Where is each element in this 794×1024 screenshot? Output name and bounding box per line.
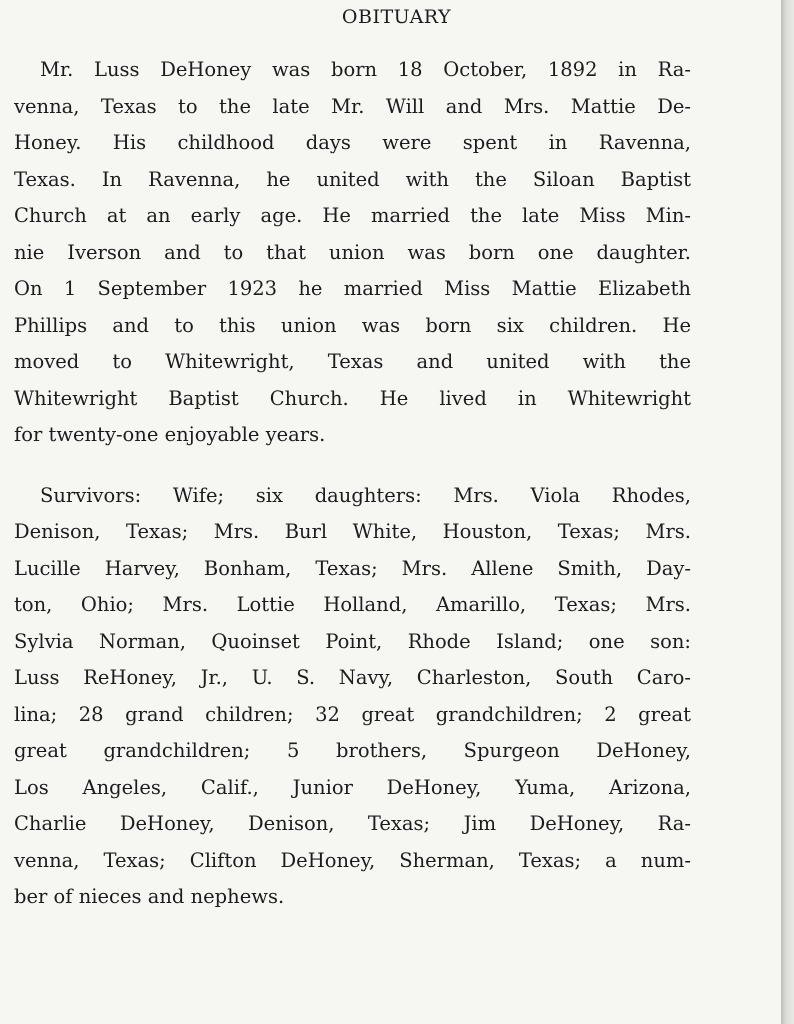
paragraph-line: On 1 September 1923 he married Miss Mattie Elizabeth bbox=[14, 277, 691, 300]
paragraph-line: Phillips and to this union was born six children. He bbox=[14, 313, 691, 337]
page-edge-shadow bbox=[781, 0, 794, 1024]
paragraph-line: lina; 28 grand children; 32 great grandchildren; 2 great bbox=[14, 702, 691, 726]
biography-paragraph bbox=[14, 52, 691, 454]
document-title: OBITUARY bbox=[341, 6, 452, 28]
paragraph-line: Sylvia Norman, Quoinset Point, Rhode Island; one son: bbox=[14, 629, 691, 653]
paragraph-gap bbox=[14, 454, 691, 478]
paragraph-line: Luss ReHoney, Jr., U. S. Navy, Charleston, South Caro- bbox=[14, 666, 691, 689]
paragraph-line: Charlie DeHoney, Denison, Texas; Jim DeHoney, Ra- bbox=[14, 812, 691, 835]
paragraph-line: moved to Whitewright, Texas and united with the bbox=[14, 350, 691, 373]
paragraph-line: ton, Ohio; Mrs. Lottie Holland, Amarillo, Texas; Mrs. bbox=[14, 593, 691, 616]
paragraph-line: great grandchildren; 5 brothers, Spurgeon DeHoney, bbox=[14, 739, 691, 762]
paragraph-line: venna, Texas; Clifton DeHoney, Sherman, Texas; a num- bbox=[14, 848, 691, 872]
paragraph-line: Mr. Luss DeHoney was born 18 October, 1892 in Ra- bbox=[40, 58, 691, 81]
paragraph-line: Los Angeles, Calif., Junior DeHoney, Yuma, Arizona, bbox=[14, 775, 691, 799]
paragraph-line: Denison, Texas; Mrs. Burl White, Houston, Texas; Mrs. bbox=[14, 520, 691, 543]
paragraph-line: ber of nieces and nephews. bbox=[14, 885, 285, 908]
paragraph-line: venna, Texas to the late Mr. Will and Mrs. Mattie De- bbox=[14, 94, 691, 118]
paragraph-line: Church at an early age. He married the late Miss Min- bbox=[14, 204, 691, 227]
paragraph-line: for twenty-one enjoyable years. bbox=[14, 423, 326, 446]
paragraph-line: Texas. In Ravenna, he united with the Siloan Baptist bbox=[14, 167, 691, 191]
paragraph-line: Whitewright Baptist Church. He lived in Whitewright bbox=[14, 386, 691, 410]
survivors-paragraph bbox=[14, 478, 691, 916]
paragraph-line: nie Iverson and to that union was born one daughter. bbox=[14, 240, 691, 264]
paragraph-line: Honey. His childhood days were spent in Ravenna, bbox=[14, 131, 691, 154]
paragraph-line: Lucille Harvey, Bonham, Texas; Mrs. Allene Smith, Day- bbox=[14, 556, 691, 580]
paragraph-line: Survivors: Wife; six daughters: Mrs. Viola Rhodes, bbox=[40, 483, 691, 507]
